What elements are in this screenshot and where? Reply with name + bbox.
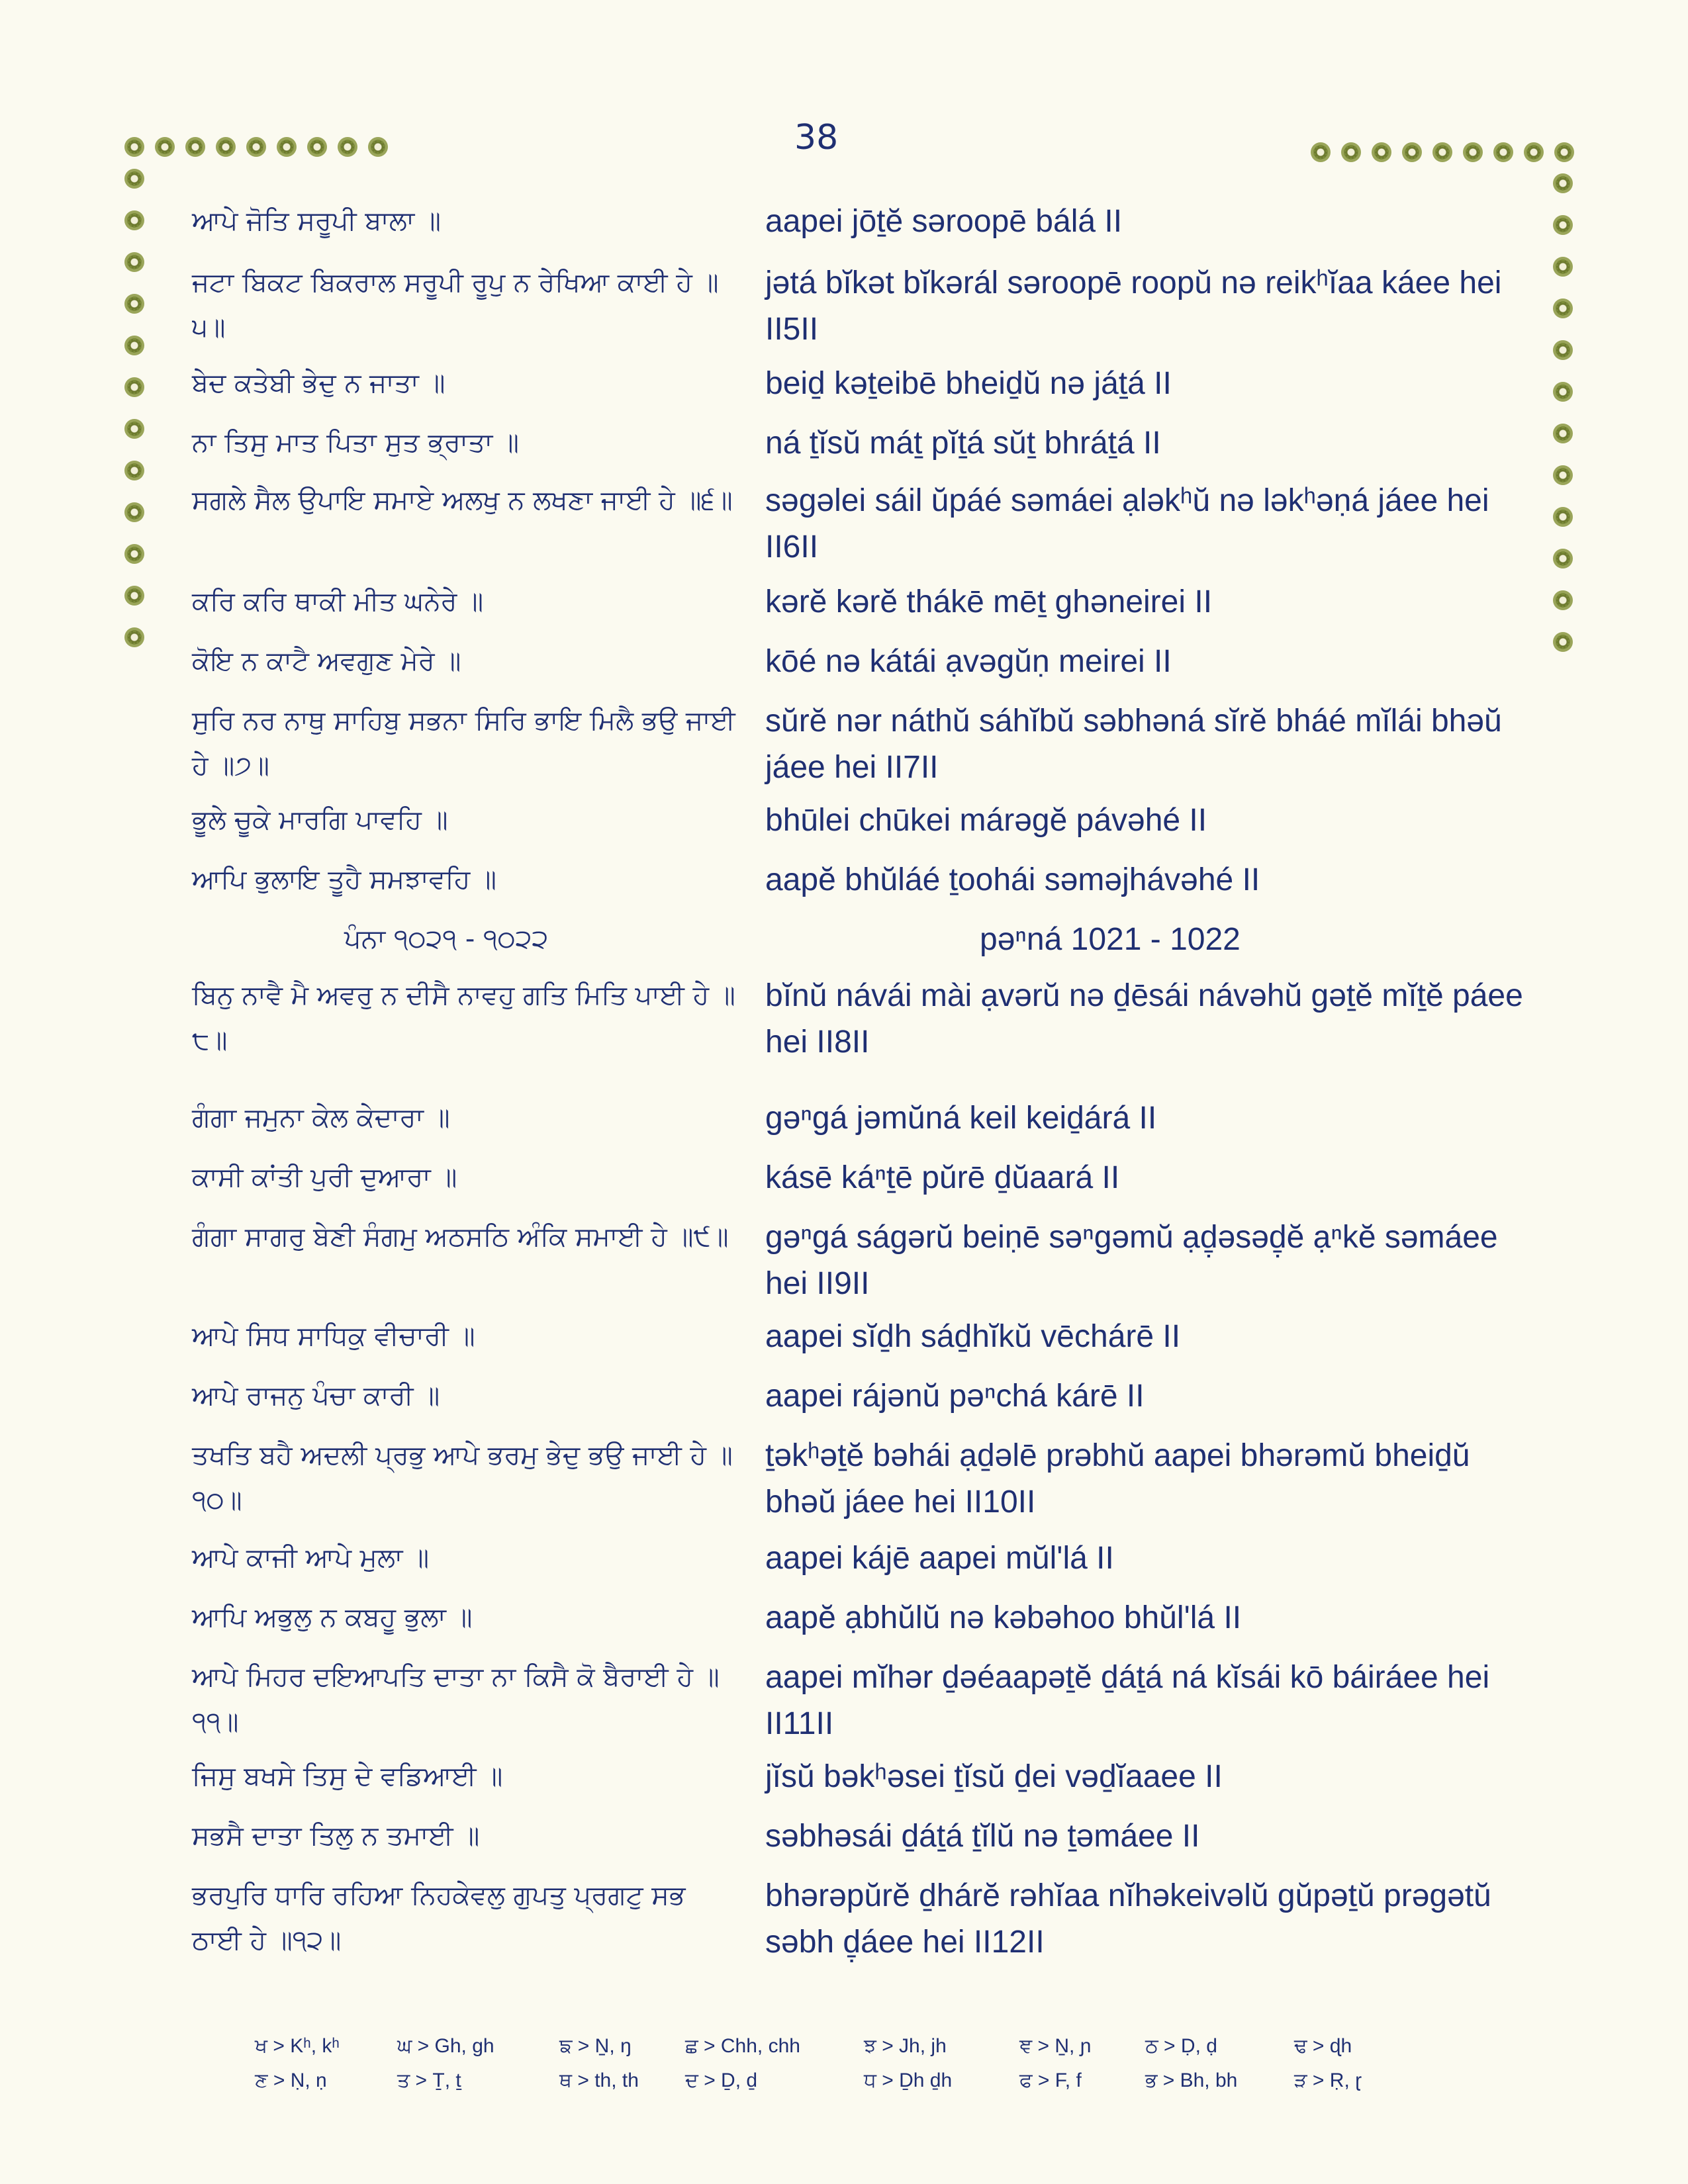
- gurmukhi-line: ਕਰਿ ਕਰਿ ਥਾਕੀ ਮੀਤ ਘਨੇਰੇ ॥: [192, 586, 484, 617]
- page-number: 38: [794, 118, 839, 158]
- legend-item: ੜ > Ṛ, ɽ: [1294, 2070, 1362, 2091]
- gurmukhi-line: ਸੁਰਿ ਨਰ ਨਾਥੁ ਸਾਹਿਬੁ ਸਭਨਾ ਸਿਰਿ ਭਾਇ ਮਿਲੈ ਭਉ ਜਾਈ ਹੇ ॥੭॥: [192, 705, 735, 781]
- gurmukhi-line: ਜਿਸੁ ਬਖਸੇ ਤਿਸੁ ਦੇ ਵਡਿਆਈ ॥: [192, 1761, 503, 1792]
- transliteration-line: bhərəpŭrĕ ḏhárĕ rəhĭaa nĭhəkeivəlŭ gŭpəṯŭ prəgətŭ səbh ḏ̣áee hei II12II: [765, 1878, 1491, 1960]
- transliteration-line: jĭsŭ bəkʰəsei ṯĭsŭ ḏei vəḏĭaaee II: [765, 1759, 1223, 1794]
- transliteration-line: aapĕ ạbhŭlŭ nə kəbəhoo bhŭl'lá II: [765, 1600, 1242, 1635]
- gurmukhi-line: ਗੰਗਾ ਸਾਗਰੁ ਬੇਣੀ ਸੰਗਮੁ ਅਠਸਠਿ ਅੰਕਿ ਸਮਾਈ ਹੇ ॥੯॥: [192, 1222, 729, 1252]
- page-reference-transliteration: pəⁿná 1021 - 1022: [980, 922, 1241, 957]
- transliteration-line: bĭnŭ návái mài ạvərŭ nə ḏēsái návəhŭ gəṯĕ mĭṯĕ páee hei II8II: [765, 978, 1523, 1060]
- legend-item: ਙ > N̠, ŋ: [559, 2035, 632, 2057]
- transliteration-line: ná ṯĭsŭ máṯ pĭṯá sŭṯ bhráṯá II: [765, 426, 1161, 461]
- gurmukhi-line: ਆਪੇ ਰਾਜਨੁ ਪੰਚਾ ਕਾਰੀ ॥: [192, 1381, 440, 1411]
- legend-item: ਞ > N̠, ɲ: [1019, 2035, 1092, 2057]
- legend-item: ਖ > Kʰ, kʰ: [255, 2035, 340, 2057]
- gurmukhi-line: ਨਾ ਤਿਸੁ ਮਾਤ ਪਿਤਾ ਸੁਤ ਭ੍ਰਾਤਾ ॥: [192, 428, 519, 458]
- gurmukhi-line: ਆਪੇ ਮਿਹਰ ਦਇਆਪਤਿ ਦਾਤਾ ਨਾ ਕਿਸੈ ਕੋ ਬੈਰਾਈ ਹੇ ॥੧੧॥: [192, 1662, 720, 1737]
- gurmukhi-line: ਭਰਪੁਰਿ ਧਾਰਿ ਰਹਿਆ ਨਿਹਕੇਵਲੁ ਗੁਪਤੁ ਪ੍ਰਗਟੁ ਸਭ ਠਾਈ ਹੇ ॥੧੨॥: [192, 1880, 686, 1956]
- legend-item: ਫ > F, f: [1019, 2070, 1082, 2091]
- transliteration-line: kōé nə kátái ạvəgŭṇ meirei II: [765, 644, 1172, 679]
- transliteration-line: beiḏ kəṯeibē bheiḏŭ nə jáṯá II: [765, 366, 1172, 401]
- gurmukhi-line: ਕਾਸੀ ਕਾਂਤੀ ਪੁਰੀ ਦੁਆਰਾ ॥: [192, 1162, 457, 1193]
- transliteration-line: jətá bĭkət bĭkərál səroopē roopŭ nə reikʰĭaa káee hei II5II: [765, 265, 1502, 347]
- legend-item: ਭ > Bh, bh: [1145, 2070, 1238, 2091]
- transliteration-line: ṯəkʰəṯĕ bəhái ạḏəlē prəbhŭ aapei bhərəmŭ bheiḏŭ bhəŭ jáee hei II10II: [765, 1438, 1470, 1520]
- gurmukhi-line: ਬਿਨੁ ਨਾਵੈ ਮੈ ਅਵਰੁ ਨ ਦੀਸੈ ਨਾਵਹੁ ਗਤਿ ਮਿਤਿ ਪਾਈ ਹੇ ॥੮॥: [192, 980, 735, 1056]
- transliteration-line: səbhəsái ḏáṯá ṯĭlŭ nə ṯəmáee II: [765, 1819, 1200, 1854]
- gurmukhi-line: ਜਟਾ ਬਿਕਟ ਬਿਕਰਾਲ ਸਰੂਪੀ ਰੂਪੁ ਨ ਰੇਖਿਆ ਕਾਈ ਹੇ ॥੫॥: [192, 267, 719, 343]
- transliteration-line: gəⁿgá ságərŭ beiṇē səⁿgəmŭ ạḏ̣əsəḏ̣ĕ ạⁿkĕ səmáee hei II9II: [765, 1220, 1498, 1301]
- gurmukhi-line: ਕੋਇ ਨ ਕਾਟੈ ਅਵਗੁਣ ਮੇਰੇ ॥: [192, 646, 461, 676]
- transliteration-line: aapei mĭhər ḏəéaapəṯĕ ḏáṯá ná kĭsái kō báiráee hei II11II: [765, 1660, 1490, 1741]
- transliteration-line: bhūlei chūkei márəgĕ pávəhé II: [765, 803, 1207, 838]
- gurmukhi-line: ਆਪੇ ਜੋਤਿ ਸਰੂਪੀ ਬਾਲਾ ॥: [192, 206, 441, 236]
- gurmukhi-line: ਬੇਦ ਕਤੇਬੀ ਭੇਦੁ ਨ ਜਾਤਾ ॥: [192, 368, 445, 398]
- transliteration-line: aapei sĭḏh sáḏhĭkŭ vēchárē II: [765, 1319, 1181, 1354]
- legend-item: ਝ > Jh, jh: [864, 2035, 947, 2057]
- legend-item: ਣ > Ṇ, ṇ: [255, 2070, 327, 2091]
- page-reference-gurmukhi: ਪੰਨਾ ੧੦੨੧ - ੧੦੨੨: [344, 924, 549, 954]
- transliteration-line: kásē káⁿṯē pŭrē ḏŭaará II: [765, 1160, 1120, 1195]
- legend-item: ਥ > th, th: [559, 2070, 639, 2091]
- transliteration-line: səgəlei sáil ŭpáé səmáei ạləkʰŭ nə ləkʰəṇá jáee hei II6II: [765, 483, 1489, 565]
- legend-item: ਠ > Ḍ, ḍ: [1145, 2035, 1217, 2057]
- gurmukhi-line: ਆਪਿ ਭੁਲਾਇ ਤੂਹੈ ਸਮਝਾਵਹਿ ॥: [192, 864, 496, 895]
- transliteration-line: gəⁿgá jəmŭná keil keiḏárá II: [765, 1101, 1157, 1136]
- gurmukhi-line: ਤਖਤਿ ਬਹੈ ਅਦਲੀ ਪ੍ਰਭੁ ਆਪੇ ਭਰਮੁ ਭੇਦੁ ਭਉ ਜਾਈ ਹੇ ॥੧੦॥: [192, 1440, 733, 1516]
- legend-item: ਤ > Ṯ, ṯ: [397, 2070, 461, 2091]
- legend-item: ਛ > Chh, chh: [685, 2035, 800, 2057]
- gurmukhi-line: ਭੂਲੇ ਚੂਕੇ ਮਾਰਗਿ ਪਾਵਹਿ ॥: [192, 805, 448, 835]
- gurmukhi-line: ਆਪੇ ਸਿਧ ਸਾਧਿਕੁ ਵੀਚਾਰੀ ॥: [192, 1321, 475, 1351]
- transliteration-line: kərĕ kərĕ thákē mēṯ ghəneirei II: [765, 584, 1213, 619]
- transliteration-line: sŭrĕ nər náthŭ sáhĭbŭ səbhəná sĭrĕ bháé mĭlái bhəŭ jáee hei II7II: [765, 704, 1502, 785]
- transliteration-line: aapĕ bhŭláé ṯoohái səməjhávəhé II: [765, 862, 1260, 897]
- gurmukhi-line: ਸਭਸੈ ਦਾਤਾ ਤਿਲੁ ਨ ਤਮਾਈ ॥: [192, 1821, 480, 1851]
- legend-item: ਘ > Gh, gh: [397, 2035, 494, 2057]
- gurmukhi-line: ਆਪੇ ਕਾਜੀ ਆਪੇ ਮੁਲਾ ॥: [192, 1543, 430, 1573]
- transliteration-line: aapei rájənŭ pəⁿchá kárē II: [765, 1379, 1145, 1414]
- gurmukhi-line: ਗੰਗਾ ਜਮੁਨਾ ਕੇਲ ਕੇਦਾਰਾ ॥: [192, 1103, 450, 1133]
- gurmukhi-line: ਆਪਿ ਅਭੁਲੁ ਨ ਕਬਹੂ ਭੁਲਾ ॥: [192, 1602, 473, 1633]
- legend-item: ਢ > ɖh: [1294, 2035, 1352, 2057]
- transliteration-line: aapei jōṯĕ səroopē bálá II: [765, 204, 1123, 239]
- legend-item: ਧ > Ḏh ḏh: [864, 2070, 953, 2091]
- transliteration-line: aapei kájē aapei mŭl'lá II: [765, 1541, 1114, 1576]
- legend-item: ਦ > Ḏ, ḏ: [685, 2070, 758, 2091]
- gurmukhi-line: ਸਗਲੇ ਸੈਲ ਉਪਾਇ ਸਮਾਏ ਅਲਖੁ ਨ ਲਖਣਾ ਜਾਈ ਹੇ ॥੬॥: [192, 485, 733, 516]
